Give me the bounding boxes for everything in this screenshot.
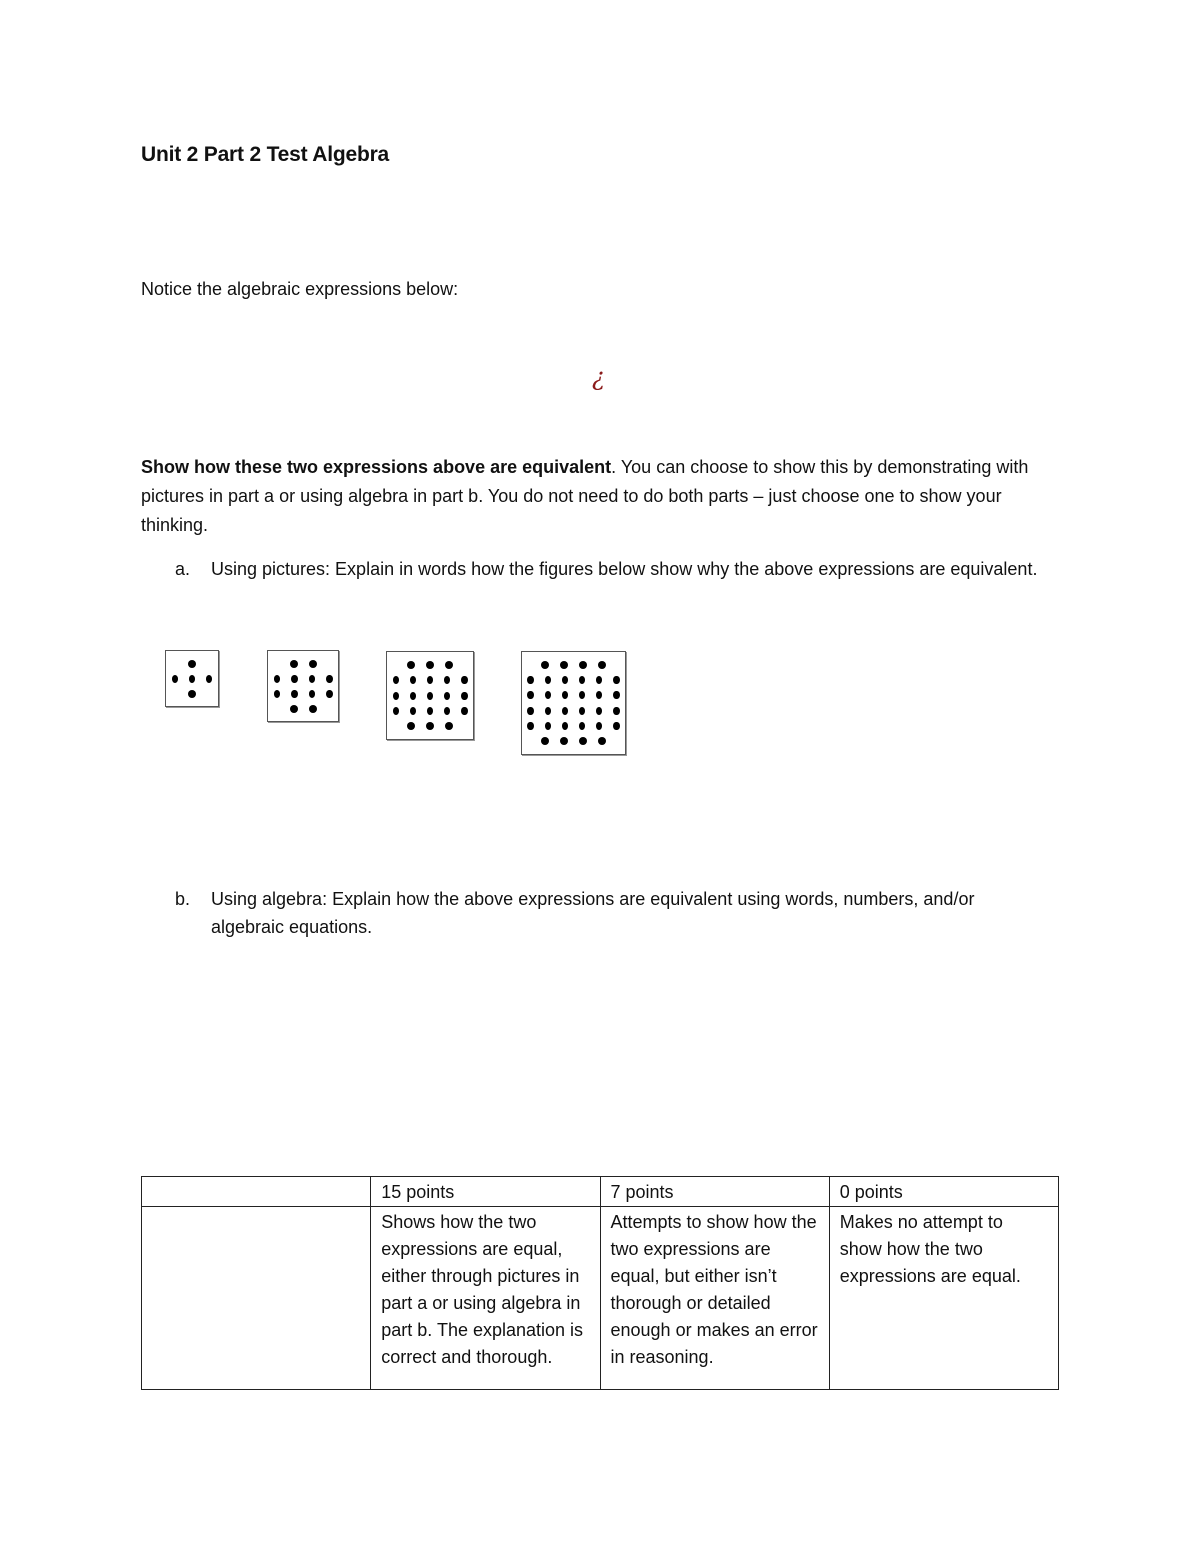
dot <box>326 690 333 698</box>
dot-row <box>387 692 473 700</box>
part-b-letter: b. <box>175 889 191 909</box>
dot <box>541 737 549 745</box>
dot <box>427 707 433 715</box>
dot <box>579 722 585 730</box>
part-b-text: Using algebra: Explain how the above expressions are equivalent using words, numbers, and/or algebraic equations. <box>211 889 975 937</box>
rubric-header-cell <box>142 1177 371 1207</box>
part-a <box>175 555 1045 583</box>
dot <box>562 691 568 699</box>
dot <box>445 661 453 669</box>
dot <box>309 675 316 683</box>
dot-row <box>387 676 473 684</box>
dot <box>598 661 606 669</box>
rubric-header-cell: 0 points <box>829 1177 1058 1207</box>
rubric-cell: Makes no attempt to show how the two expressions are equal. <box>829 1207 1058 1390</box>
dot-row <box>268 675 338 683</box>
dot <box>560 737 568 745</box>
dot <box>290 705 298 713</box>
dot <box>444 707 450 715</box>
dot <box>426 661 434 669</box>
dot <box>410 676 416 684</box>
rubric-cell: Attempts to show how the two expressions are equal, but either isn’t thorough or detailed enough or makes an error in reasoning. <box>600 1207 829 1390</box>
dot <box>613 722 619 730</box>
part-a-letter: a. <box>175 559 191 579</box>
dot <box>461 707 467 715</box>
dot <box>562 707 568 715</box>
dot-figure-3 <box>386 651 474 740</box>
part-b <box>175 885 1045 941</box>
notice-text: Notice the algebraic expressions below: <box>141 279 459 299</box>
dot <box>596 691 602 699</box>
dot <box>427 676 433 684</box>
dot <box>291 675 298 683</box>
dot <box>579 737 587 745</box>
dot <box>579 691 585 699</box>
dot <box>410 692 416 700</box>
dot <box>326 675 333 683</box>
dot-row <box>268 660 338 668</box>
dot <box>596 707 602 715</box>
dot <box>274 690 281 698</box>
dot <box>613 707 619 715</box>
rubric-cell: Shows how the two expressions are equal, either through pictures in part a or using algebra in part b. The explanation is correct and thorough. <box>371 1207 600 1390</box>
dot <box>560 661 568 669</box>
dot-figure-2 <box>267 650 339 722</box>
dot <box>562 722 568 730</box>
dot <box>291 690 298 698</box>
dot <box>410 707 416 715</box>
dot <box>562 676 568 684</box>
dot <box>527 722 533 730</box>
rubric-header-row <box>142 1177 1059 1207</box>
dot-row <box>166 675 218 683</box>
dot <box>274 675 281 683</box>
dot-row <box>522 707 625 715</box>
dot <box>545 676 551 684</box>
instructions <box>141 453 1061 540</box>
rubric-cell <box>142 1207 371 1390</box>
dot <box>172 675 178 683</box>
dot <box>445 722 453 730</box>
dot-row <box>387 707 473 715</box>
dot-row <box>166 660 218 668</box>
dot <box>189 675 195 683</box>
rubric-table <box>141 1176 1059 1390</box>
expression-placeholder: ¿ <box>592 363 605 391</box>
dot <box>527 676 533 684</box>
dot <box>309 690 316 698</box>
dot <box>206 675 212 683</box>
instructions-rest: . You can choose to show this by demonstrating with pictures in part a or using algebra in part b. You do not need to do both parts – just choose one to show your thinking. <box>141 457 1029 535</box>
dot <box>541 661 549 669</box>
dot <box>579 676 585 684</box>
part-a-text: Using pictures: Explain in words how the figures below show why the above expressions are equivalent. <box>211 559 1038 579</box>
dot <box>309 660 317 668</box>
dot-row <box>387 722 473 730</box>
dot <box>426 722 434 730</box>
dot <box>527 691 533 699</box>
rubric-row <box>142 1207 1059 1390</box>
dot <box>188 690 196 698</box>
dot <box>598 737 606 745</box>
dot-row <box>522 661 625 669</box>
instructions-bold: Show how these two expressions above are equivalent <box>141 457 612 477</box>
dot-row <box>522 691 625 699</box>
dot <box>613 691 619 699</box>
dot <box>407 661 415 669</box>
dot-row <box>522 676 625 684</box>
dot-row <box>387 661 473 669</box>
dot-row <box>268 690 338 698</box>
dot <box>461 676 467 684</box>
dot <box>596 676 602 684</box>
rubric-header-cell: 15 points <box>371 1177 600 1207</box>
dot <box>407 722 415 730</box>
dot-figure-4 <box>521 651 626 755</box>
dot <box>461 692 467 700</box>
dot <box>596 722 602 730</box>
dot <box>545 707 551 715</box>
dot-row <box>522 737 625 745</box>
dot <box>444 676 450 684</box>
page-title: Unit 2 Part 2 Test Algebra <box>141 143 390 166</box>
dot <box>527 707 533 715</box>
dot <box>444 692 450 700</box>
dot <box>393 692 399 700</box>
dot <box>427 692 433 700</box>
dot-figure-1 <box>165 650 219 707</box>
dot <box>393 676 399 684</box>
dot <box>579 707 585 715</box>
dot <box>290 660 298 668</box>
dot <box>393 707 399 715</box>
rubric-header-cell: 7 points <box>600 1177 829 1207</box>
dot <box>613 676 619 684</box>
dot <box>188 660 196 668</box>
dot-row <box>522 722 625 730</box>
dot <box>545 722 551 730</box>
dot-row <box>166 690 218 698</box>
dot <box>545 691 551 699</box>
dot <box>309 705 317 713</box>
dot-row <box>268 705 338 713</box>
dot <box>579 661 587 669</box>
